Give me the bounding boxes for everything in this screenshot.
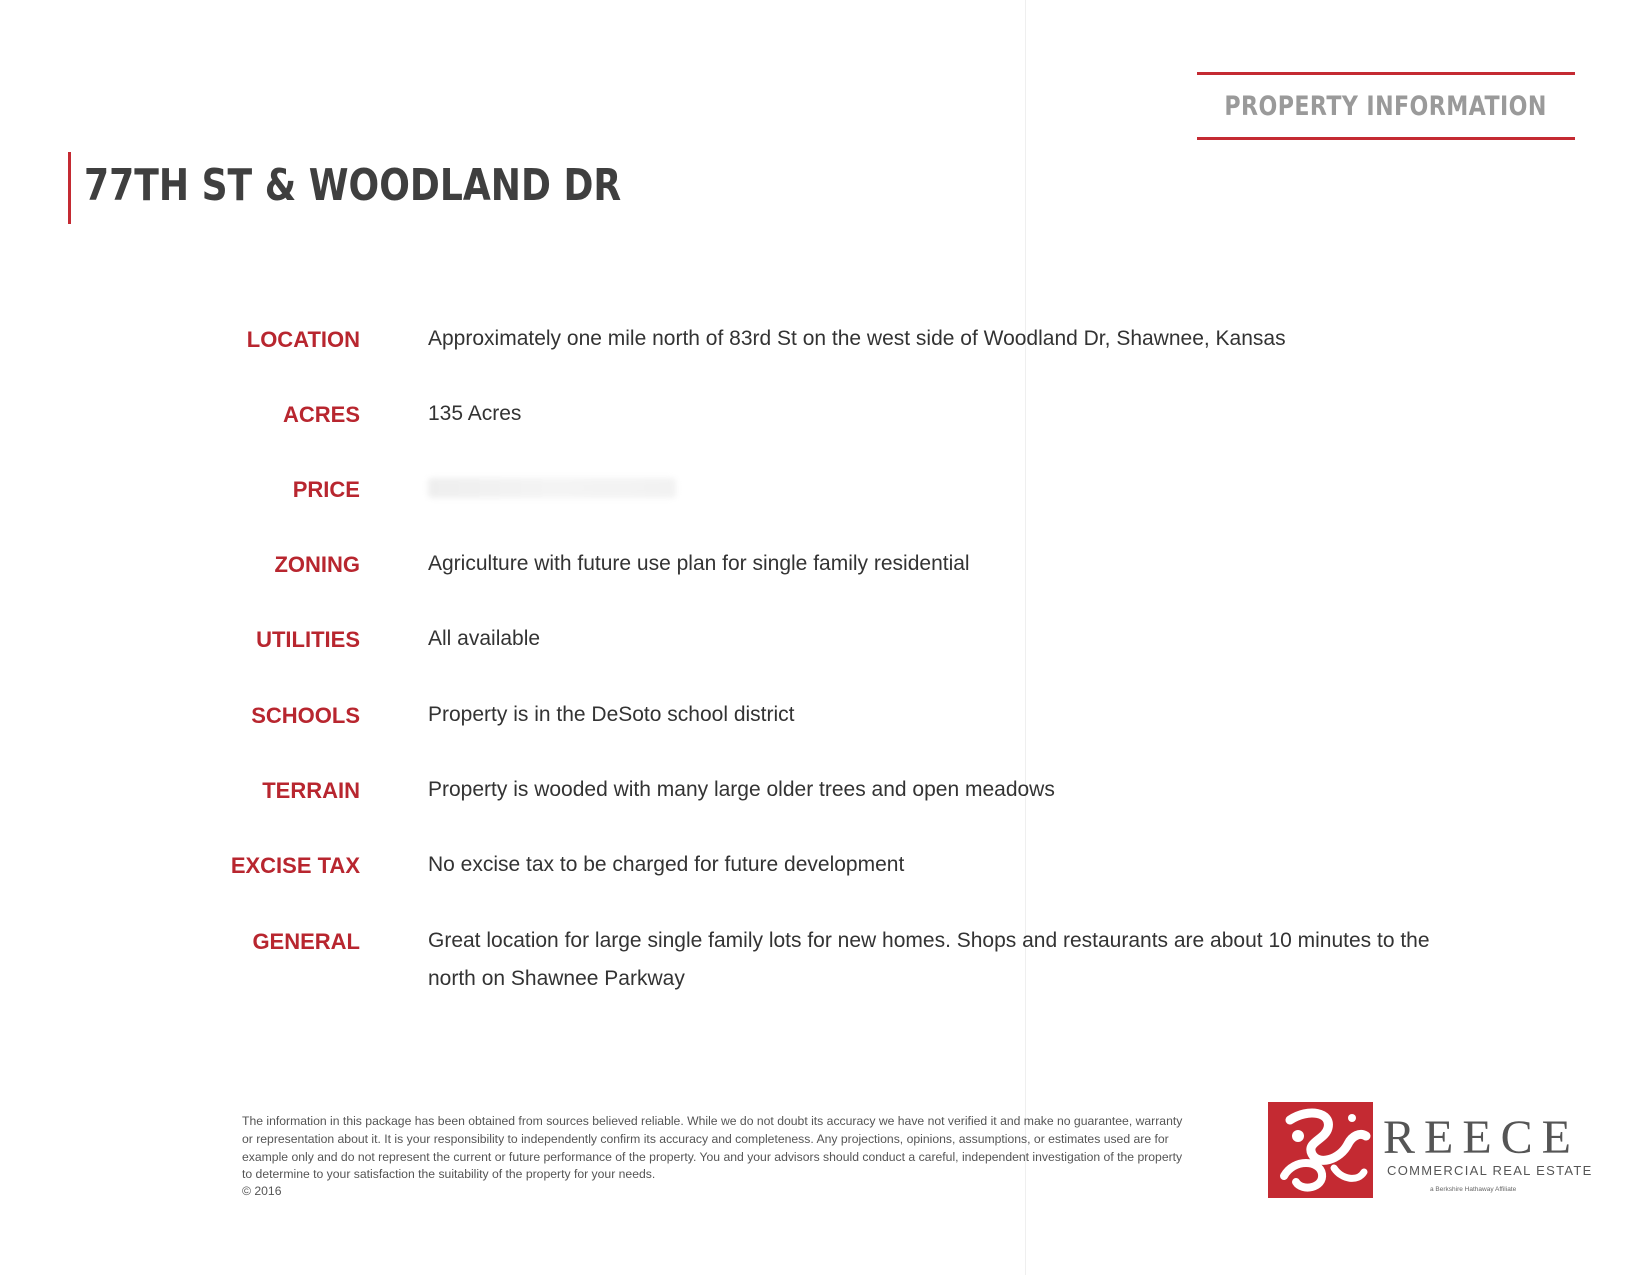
price-label: PRICE — [292, 477, 360, 502]
utilities-label: UTILITIES — [256, 627, 360, 652]
zoning-label: ZONING — [274, 552, 360, 577]
page-title: 77TH ST & WOODLAND DR — [84, 160, 622, 211]
general-value: Great location for large single family lots for new homes. Shops and restaurants are about 10 minutes to the north on Shawnee Parkway — [428, 929, 1430, 990]
copyright-text: © 2016 — [242, 1184, 282, 1198]
acres-value: 135 Acres — [428, 402, 522, 425]
general-label: GENERAL — [252, 929, 360, 954]
title-accent-bar — [68, 152, 71, 224]
location-value: Approximately one mile north of 83rd St on the west side of Woodland Dr, Shawnee, Kansas — [428, 327, 1286, 350]
logo-subtitle: COMMERCIAL REAL ESTATE — [1387, 1163, 1593, 1178]
section-tag — [1197, 72, 1575, 140]
terrain-label: TERRAIN — [262, 778, 360, 803]
schools-value: Property is in the DeSoto school district — [428, 703, 795, 726]
price-redacted-value — [428, 478, 676, 498]
excise-tax-label: EXCISE TAX — [230, 853, 360, 878]
zoning-value: Agriculture with future use plan for single family residential — [428, 552, 970, 575]
logo-affiliate: a Berkshire Hathaway Affiliate — [1430, 1186, 1517, 1193]
schools-label: SCHOOLS — [251, 703, 360, 728]
terrain-value: Property is wooded with many large older trees and open meadows — [428, 778, 1055, 801]
logo-name: REECE — [1383, 1111, 1580, 1164]
location-label: LOCATION — [246, 327, 360, 352]
acres-label: ACRES — [282, 402, 360, 427]
excise-tax-value: No excise tax to be charged for future development — [428, 853, 905, 876]
disclaimer-text: The information in this package has been obtained from sources believed reliable. While we do not doubt its accuracy we have not verified it and make no guarantee, warranty or representation about it. It is your responsibility to independently confirm its accuracy and completeness. Any projections, opinions, assumptions, or estimates used are for example only and do not represent the current or future performance of the property. You and your advisors should conduct a careful, independent investigation of the property to determine to your satisfaction the suitability of the property for your needs. — [242, 1114, 1183, 1182]
reece-ampersand-logo-icon — [1268, 1102, 1373, 1198]
section-tag-text: PROPERTY INFORMATION — [1224, 90, 1548, 122]
utilities-value: All available — [428, 627, 541, 650]
